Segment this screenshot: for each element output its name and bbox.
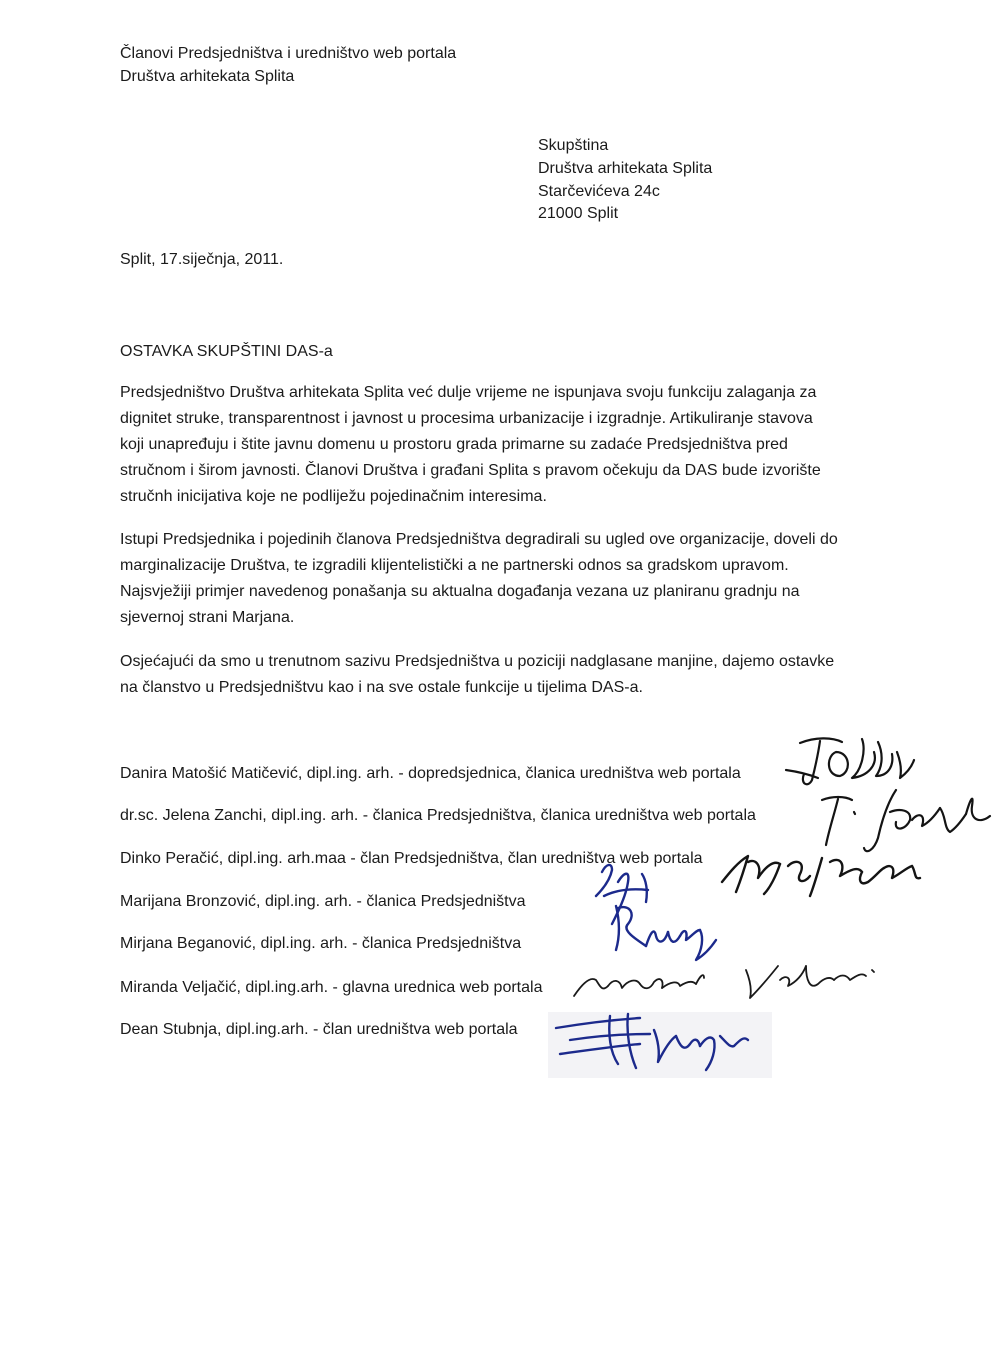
letter-subject: OSTAVKA SKUPŠTINI DAS-a — [120, 343, 333, 360]
recipient-line-3: Starčevićeva 24c — [538, 183, 660, 200]
paragraph-line: Najsvježiji primjer navedenog ponašanja su aktualna događanja vezana uz planiranu gradnju na — [120, 583, 800, 600]
paragraph-line: koji unapređuju i štite javnu domenu u prostoru grada primarne su zadaće Predsjedništva pred — [120, 436, 788, 453]
signatory-6: Miranda Veljačić, dipl.ing.arh. - glavna urednica web portala — [120, 979, 543, 996]
sender-line-2: Društva arhitekata Splita — [120, 68, 295, 85]
signatory-4: Marijana Bronzović, dipl.ing. arh. - članica Predsjedništva — [120, 893, 526, 910]
paragraph-line: dignitet struke, transparentnost i javnost u procesima urbanizacije i izgradnje. Artikuliranje stavova — [120, 410, 813, 427]
paragraph-line: marginalizacije Društva, te izgradili klijentelistički a ne partnerski odnos sa gradskom upravom. — [120, 557, 789, 574]
signature-6 — [574, 966, 874, 998]
signatory-2: dr.sc. Jelena Zanchi, dipl.ing. arh. - članica Predsjedništva, članica uredništva web portala — [120, 807, 756, 824]
letter-date: Split, 17.siječnja, 2011. — [120, 251, 284, 268]
signatory-5: Mirjana Beganović, dipl.ing. arh. - članica Predsjedništva — [120, 935, 522, 952]
signatory-3: Dinko Peračić, dipl.ing. arh.maa - član Predsjedništva, član uredništva web portala — [120, 850, 703, 867]
body-paragraph-2 — [120, 527, 900, 631]
signatory-7: Dean Stubnja, dipl.ing.arh. - član uredništva web portala — [120, 1021, 518, 1038]
paragraph-line: Predsjedništvo Društva arhitekata Splita već dulje vrijeme ne ispunjava svoju funkciju zalaganja za — [120, 384, 817, 401]
paragraph-line: stručnh inicijativa koje ne podliježu pojedinačnim interesima. — [120, 488, 547, 505]
signatory-1: Danira Matošić Matičević, dipl.ing. arh. - dopredsjednica, članica uredništva web portala — [120, 765, 741, 782]
signature-1 — [786, 738, 914, 784]
recipient-line-4: 21000 Split — [538, 205, 619, 222]
recipient-line-2: Društva arhitekata Splita — [538, 160, 713, 177]
paragraph-line: stručnom i širom javnosti. Članovi Društva i građani Splita s pravom očekuju da DAS bude izvorište — [120, 462, 821, 479]
body-paragraph-1 — [120, 380, 900, 510]
paragraph-line: sjevernoj strani Marjana. — [120, 609, 295, 626]
signature-4 — [596, 865, 648, 924]
signature-3 — [722, 856, 920, 896]
paragraph-line: Istupi Predsjednika i pojedinih članova Predsjedništva degradirali su ugled ove organizacije, doveli do — [120, 531, 838, 548]
body-paragraph-3 — [120, 649, 900, 701]
signature-scan-patch — [548, 1012, 772, 1078]
recipient-line-1: Skupština — [538, 137, 609, 154]
paragraph-line: na članstvo u Predsjedništvu kao i na sve ostale funkcije u tijelima DAS-a. — [120, 679, 643, 696]
signature-5 — [616, 906, 716, 960]
sender-line-1: Članovi Predsjedništva i uredništvo web portala — [120, 45, 457, 62]
signature-2 — [822, 790, 990, 851]
paragraph-line: Osjećajući da smo u trenutnom sazivu Predsjedništva u poziciji nadglasane manjine, dajemo ostavke — [120, 653, 835, 670]
